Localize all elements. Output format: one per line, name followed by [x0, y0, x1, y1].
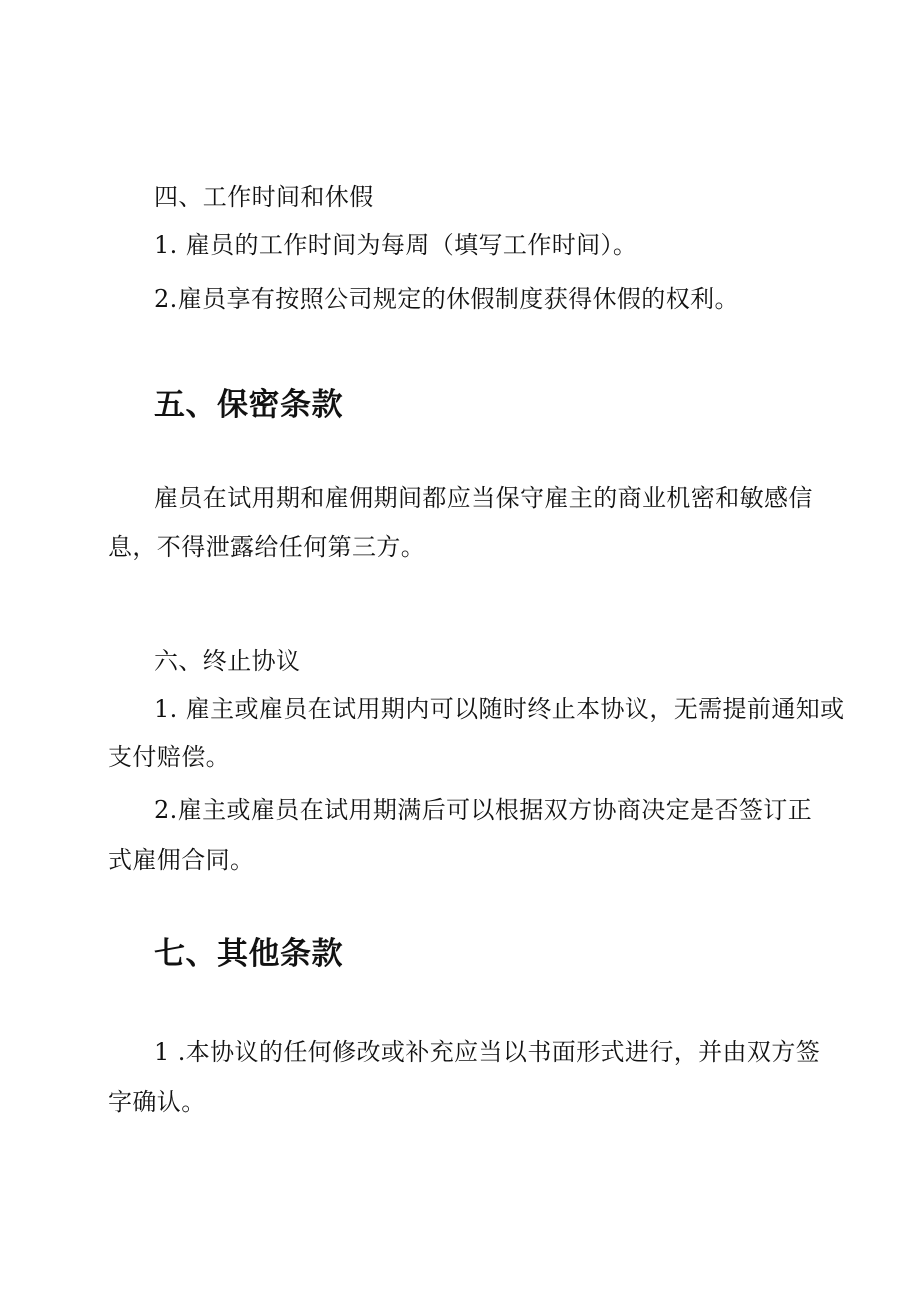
clause-work-hours-1: 1. 雇员的工作时间为每周（填写工作时间）。 [154, 231, 638, 259]
confidentiality-text-line-2: 息，不得泄露给任何第三方。 [108, 533, 426, 561]
termination-clause-1-line-1: 1. 雇主或雇员在试用期内可以随时终止本协议，无需提前通知或 [154, 695, 845, 723]
termination-clause-1-line-2: 支付赔偿。 [108, 743, 230, 771]
confidentiality-text-line-1: 雇员在试用期和雇佣期间都应当保守雇主的商业机密和敏感信 [154, 484, 813, 512]
termination-clause-2-line-1: 2.雇主或雇员在试用期满后可以根据双方协商决定是否签订正 [154, 796, 813, 824]
section-heading-work-hours: 四、工作时间和休假 [154, 183, 374, 211]
section-heading-confidentiality: 五、保密条款 [154, 387, 343, 423]
section-heading-other-terms: 七、其他条款 [154, 936, 343, 972]
other-terms-clause-1-line-1: 1 .本协议的任何修改或补充应当以书面形式进行，并由双方签 [154, 1038, 821, 1066]
termination-clause-2-line-2: 式雇佣合同。 [108, 846, 255, 874]
clause-work-hours-2: 2.雇员享有按照公司规定的休假制度获得休假的权利。 [154, 285, 739, 313]
other-terms-clause-1-line-2: 字确认。 [108, 1088, 206, 1116]
section-heading-termination: 六、终止协议 [154, 647, 301, 675]
